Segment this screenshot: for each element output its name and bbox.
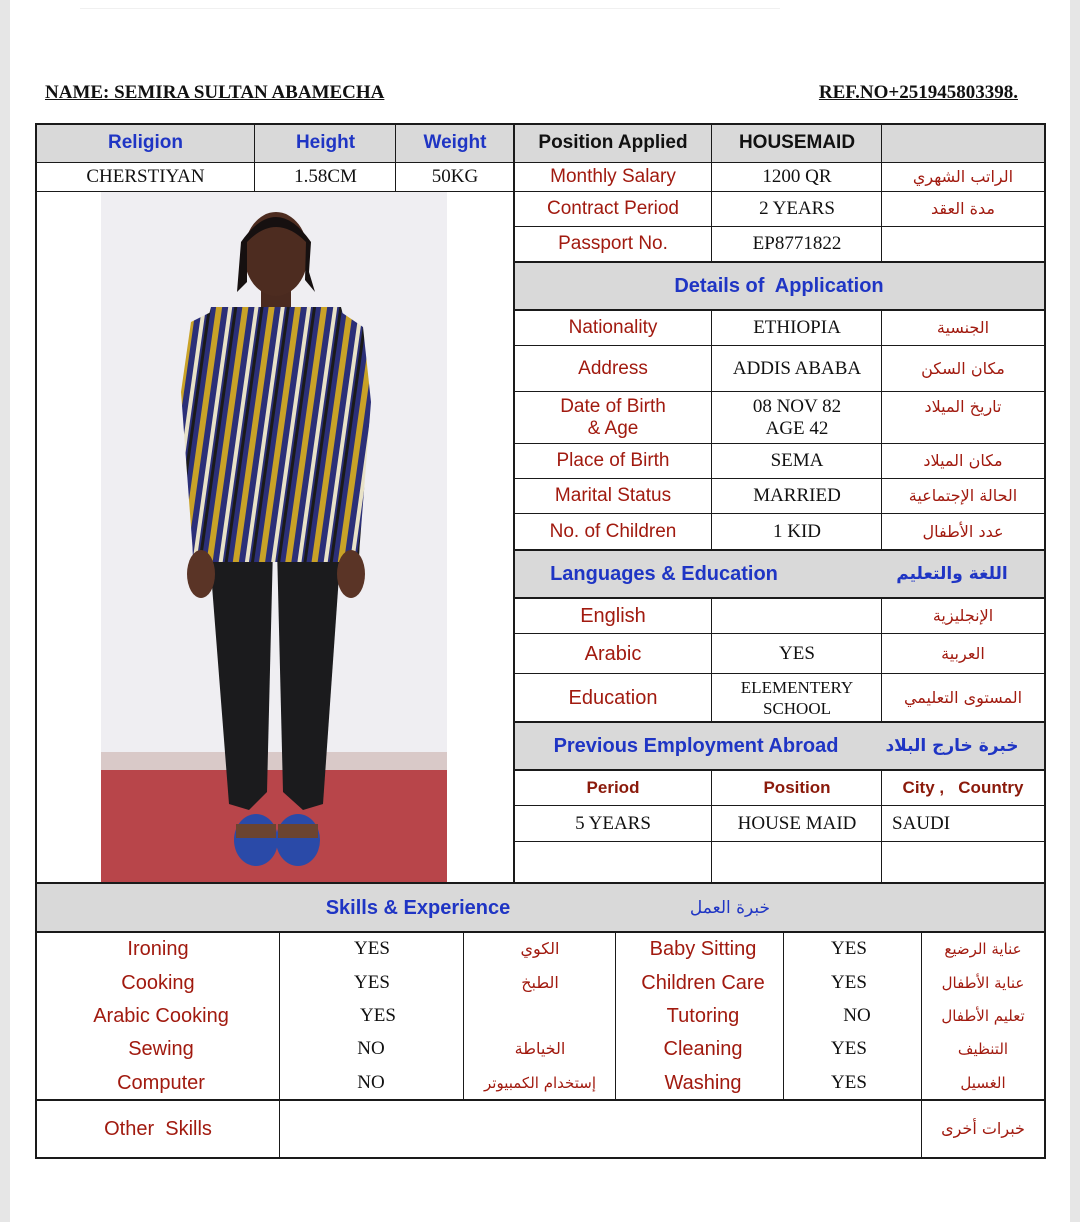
skill-children-care-label: Children Care [641, 972, 765, 994]
skill-ironing-arabic: الكوي [520, 939, 560, 958]
place-of-birth-arabic: مكان الميلاد [923, 451, 1003, 470]
skill-children-care-arabic: عناية الأطفال [941, 974, 1025, 992]
place-of-birth-value: SEMA [770, 450, 824, 471]
skill-sewing-value: NO [357, 1038, 385, 1059]
contract-period-arabic: مدة العقد [931, 199, 995, 218]
employment-period-value: 5 YEARS [575, 813, 651, 834]
skill-washing-label: Washing [664, 1072, 742, 1094]
address-arabic: مكان السكن [921, 359, 1005, 378]
monthly-salary-value: 1200 QR [762, 166, 832, 187]
monthly-salary-label: Monthly Salary [550, 166, 676, 187]
candidate-name: NAME: SEMIRA SULTAN ABAMECHA [45, 82, 385, 103]
candidate-photo [101, 192, 447, 882]
languages-title-arabic: اللغة والتعليم [896, 564, 1008, 584]
english-arabic: الإنجليزية [932, 606, 994, 625]
skill-baby-sitting-label: Baby Sitting [649, 938, 757, 960]
skill-ironing-label: Ironing [127, 938, 189, 960]
employment-city-value: SAUDI [892, 813, 951, 834]
dob-label-line2: & Age [587, 418, 639, 439]
skill-cooking-label: Cooking [121, 972, 195, 994]
dob-label [514, 392, 712, 444]
contract-period-label: Contract Period [546, 198, 679, 219]
skill-cooking-value: YES [354, 972, 390, 993]
place-of-birth-label: Place of Birth [556, 450, 670, 471]
passport-value: EP8771822 [752, 233, 842, 254]
address-value: ADDIS ABABA [732, 358, 862, 379]
children-arabic: عدد الأطفال [922, 522, 1004, 541]
reference-number: REF.NO+251945803398. [818, 82, 1018, 103]
education-arabic: المستوى التعليمي [903, 688, 1023, 707]
religion-label: Religion [108, 132, 183, 153]
skill-arabic-cooking-value: YES [360, 1005, 396, 1026]
employment-title: Previous Employment Abroad [553, 735, 839, 757]
contract-period-value: 2 YEARS [759, 198, 835, 219]
skill-baby-sitting-value: YES [831, 938, 867, 959]
skill-cleaning-label: Cleaning [663, 1038, 743, 1060]
skill-computer-value: NO [357, 1072, 385, 1093]
arabic-value: YES [779, 643, 815, 664]
monthly-salary-arabic: الراتب الشهري [912, 167, 1014, 186]
employment-city-header: City , Country [902, 778, 1024, 797]
skill-computer-arabic: إستخدام الكمبيوتر [484, 1074, 596, 1092]
skill-sewing-label: Sewing [128, 1038, 194, 1060]
skills-title: Skills & Experience [325, 897, 511, 919]
skill-children-care-value: YES [831, 972, 867, 993]
skill-cleaning-arabic: التنظيف [957, 1040, 1009, 1058]
skill-washing-value: YES [831, 1072, 867, 1093]
children-label: No. of Children [549, 521, 677, 542]
employment-title-arabic: خبرة خارج البلاد [885, 736, 1019, 756]
employment-period-header: Period [586, 778, 640, 797]
marital-status-label: Marital Status [554, 485, 672, 506]
english-value [712, 598, 882, 634]
employment-position-value: HOUSE MAID [737, 813, 857, 834]
weight-label: Weight [423, 132, 487, 153]
dob-value [712, 392, 882, 444]
top-border [80, 0, 780, 9]
arabic-label: Arabic [584, 643, 642, 665]
skill-tutoring-arabic: تعليم الأطفال [941, 1007, 1025, 1025]
dob-arabic: تاريخ الميلاد [924, 397, 1002, 416]
skill-baby-sitting-arabic: عناية الرضيع [944, 940, 1022, 958]
skill-computer-label: Computer [117, 1072, 205, 1094]
education-label: Education [568, 687, 658, 709]
education-value-line1: ELEMENTERY [740, 678, 854, 697]
height-label: Height [295, 132, 356, 153]
height-value: 1.58CM [294, 166, 357, 187]
position-applied-value: HOUSEMAID [738, 132, 856, 153]
address-label: Address [578, 358, 648, 379]
skill-tutoring-label: Tutoring [666, 1005, 740, 1027]
nationality-value: ETHIOPIA [753, 317, 841, 338]
english-label: English [580, 605, 646, 627]
dob-value-date: 08 NOV 82 [752, 396, 842, 417]
dob-value-age: AGE 42 [765, 418, 829, 439]
skill-sewing-arabic: الخياطة [514, 1039, 566, 1058]
skill-tutoring-value: NO [843, 1005, 871, 1026]
position-applied-label: Position Applied [538, 132, 688, 153]
weight-value: 50KG [431, 166, 479, 187]
skills-title-arabic: خبرة العمل [689, 898, 771, 918]
other-skills-arabic: خبرات أخرى [941, 1119, 1025, 1138]
dob-label-line1: Date of Birth [560, 396, 666, 417]
skill-arabic-cooking-label: Arabic Cooking [93, 1005, 229, 1027]
skill-ironing-value: YES [354, 938, 390, 959]
skill-cleaning-value: YES [831, 1038, 867, 1059]
skill-cooking-arabic: الطبخ [521, 973, 559, 992]
religion-value: CHERSTIYAN [86, 166, 205, 187]
passport-label: Passport No. [558, 233, 668, 254]
skill-washing-arabic: الغسيل [960, 1074, 1006, 1092]
marital-status-value: MARRIED [753, 485, 841, 506]
children-value: 1 KID [772, 521, 822, 542]
arabic-arabic: العربية [941, 644, 985, 663]
education-value [712, 674, 882, 722]
nationality-arabic: الجنسية [936, 318, 990, 337]
nationality-label: Nationality [568, 317, 658, 338]
languages-title: Languages & Education [550, 563, 778, 585]
marital-status-arabic: الحالة الإجتماعية [908, 486, 1018, 505]
details-title: Details of Application [674, 275, 884, 297]
employment-position-header: Position [763, 778, 831, 797]
other-skills-label: Other Skills [104, 1118, 212, 1140]
education-value-line2: SCHOOL [762, 699, 831, 718]
